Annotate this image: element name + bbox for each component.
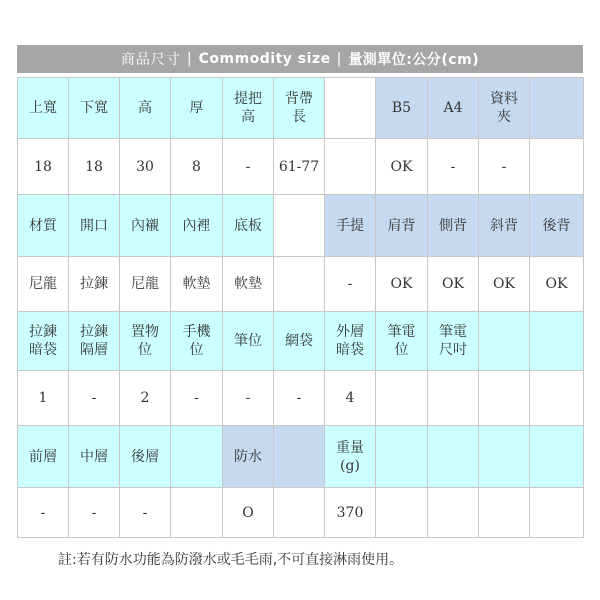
size-spec-table bbox=[17, 77, 584, 538]
cell-text: OK bbox=[545, 276, 568, 292]
table-cell bbox=[274, 371, 325, 426]
cell-text: - bbox=[296, 390, 302, 406]
cell-text: 18 bbox=[85, 158, 103, 175]
table-cell bbox=[223, 195, 274, 257]
cell-text: 置物 bbox=[131, 324, 159, 340]
cell-text: 拉鍊 bbox=[80, 276, 108, 292]
table-cell bbox=[69, 488, 120, 538]
table-cell bbox=[223, 312, 274, 371]
table-cell bbox=[171, 195, 223, 257]
table-cell bbox=[171, 78, 223, 139]
table-cell bbox=[325, 257, 376, 312]
table-cell bbox=[120, 139, 171, 195]
cell-text: - bbox=[40, 504, 46, 521]
table-cell bbox=[325, 139, 376, 195]
table-cell bbox=[530, 426, 584, 488]
cell-text: 肩背 bbox=[387, 217, 416, 234]
table-cell bbox=[428, 371, 479, 426]
cell-text: 位 bbox=[394, 342, 409, 358]
title-separator: | bbox=[186, 51, 193, 67]
table-cell bbox=[376, 488, 428, 538]
table-cell bbox=[223, 257, 274, 312]
cell-text: 長 bbox=[292, 109, 306, 125]
cell-text: - bbox=[450, 158, 456, 175]
cell-text: - bbox=[347, 276, 353, 292]
cell-text: A4 bbox=[443, 100, 463, 116]
table-cell bbox=[274, 426, 325, 488]
cell-text: 拉鍊 bbox=[29, 324, 57, 340]
table-cell bbox=[69, 139, 120, 195]
table-cell bbox=[530, 312, 584, 371]
table-cell bbox=[530, 139, 584, 195]
table-cell bbox=[18, 195, 69, 257]
cell-text: 61-77 bbox=[278, 158, 320, 175]
table-cell bbox=[120, 195, 171, 257]
title-chinese: 商品尺寸 bbox=[120, 52, 181, 68]
table-cell bbox=[171, 371, 223, 426]
table-cell bbox=[223, 426, 274, 488]
table-cell bbox=[530, 371, 584, 426]
table-row bbox=[18, 371, 584, 426]
table-cell bbox=[18, 78, 69, 139]
cell-text: 高 bbox=[138, 100, 152, 116]
cell-text: B5 bbox=[391, 100, 412, 116]
cell-text: - bbox=[245, 390, 251, 406]
cell-text: 上寬 bbox=[29, 100, 57, 116]
table-cell bbox=[428, 78, 479, 139]
cell-text: 高 bbox=[241, 109, 255, 125]
cell-text: 軟墊 bbox=[234, 276, 262, 292]
table-row bbox=[18, 78, 584, 139]
cell-text: 位 bbox=[138, 342, 152, 358]
table-cell bbox=[530, 488, 584, 538]
table-cell bbox=[223, 371, 274, 426]
cell-text: 尺吋 bbox=[439, 342, 467, 358]
cell-text: 後層 bbox=[131, 448, 159, 465]
table-cell bbox=[325, 312, 376, 371]
table-row bbox=[18, 312, 584, 371]
table-cell bbox=[69, 312, 120, 371]
table-cell bbox=[428, 312, 479, 371]
table-cell bbox=[479, 139, 530, 195]
cell-text: 網袋 bbox=[285, 333, 313, 349]
cell-text: 下寬 bbox=[80, 100, 108, 116]
cell-text: 4 bbox=[345, 390, 355, 406]
table-cell bbox=[325, 78, 376, 139]
table-cell bbox=[223, 139, 274, 195]
table-cell bbox=[274, 78, 325, 139]
table-cell bbox=[223, 78, 274, 139]
cell-text: 材質 bbox=[29, 217, 57, 234]
cell-text: - bbox=[501, 158, 507, 175]
table-cell bbox=[18, 257, 69, 312]
table-cell bbox=[120, 488, 171, 538]
cell-text: 隔層 bbox=[80, 342, 108, 358]
cell-text: OK bbox=[493, 276, 515, 292]
cell-text: 厚 bbox=[189, 100, 204, 116]
table-cell bbox=[428, 139, 479, 195]
table-cell bbox=[18, 371, 69, 426]
table-cell bbox=[376, 78, 428, 139]
cell-text: - bbox=[91, 390, 97, 406]
title-english: Commodity size bbox=[198, 51, 331, 67]
table-cell bbox=[376, 426, 428, 488]
cell-text: 軟墊 bbox=[182, 276, 211, 292]
cell-text: OK bbox=[442, 276, 464, 292]
table-cell bbox=[120, 257, 171, 312]
cell-text: 前層 bbox=[29, 448, 57, 465]
cell-text: 資料 bbox=[490, 91, 518, 107]
table-cell bbox=[18, 426, 69, 488]
table-cell bbox=[376, 371, 428, 426]
table-cell bbox=[120, 312, 171, 371]
table-cell bbox=[376, 195, 428, 257]
cell-text: 中層 bbox=[80, 448, 108, 465]
cell-text: 內裡 bbox=[182, 217, 211, 234]
table-cell bbox=[18, 139, 69, 195]
table-cell bbox=[274, 257, 325, 312]
table-cell bbox=[171, 312, 223, 371]
footnote: 註:若有防水功能為防潑水或毛毛雨,不可直接淋雨使用。 bbox=[58, 552, 404, 568]
cell-text: 尼龍 bbox=[131, 276, 159, 292]
size-table-title bbox=[17, 45, 583, 73]
title-unit: 量測單位:公分(cm) bbox=[348, 52, 480, 68]
table-cell bbox=[274, 488, 325, 538]
table-cell bbox=[428, 257, 479, 312]
table-cell bbox=[428, 426, 479, 488]
cell-text: (g) bbox=[340, 457, 360, 474]
cell-text: 斜背 bbox=[490, 217, 518, 234]
table-cell bbox=[530, 257, 584, 312]
table-cell bbox=[325, 426, 376, 488]
cell-text: 拉鍊 bbox=[80, 324, 108, 340]
table-cell bbox=[530, 78, 584, 139]
table-cell bbox=[479, 312, 530, 371]
cell-text: 手提 bbox=[336, 217, 364, 234]
table-row bbox=[18, 139, 584, 195]
cell-text: 2 bbox=[140, 390, 150, 406]
table-cell bbox=[120, 371, 171, 426]
table-cell bbox=[18, 488, 69, 538]
cell-text: - bbox=[142, 504, 148, 521]
table-cell bbox=[69, 195, 120, 257]
table-row bbox=[18, 488, 584, 538]
table-cell bbox=[274, 139, 325, 195]
table-cell bbox=[530, 195, 584, 257]
cell-text: 底板 bbox=[234, 217, 262, 234]
table-cell bbox=[274, 195, 325, 257]
table-cell bbox=[479, 488, 530, 538]
table-cell bbox=[479, 426, 530, 488]
table-cell bbox=[479, 371, 530, 426]
table-cell bbox=[376, 312, 428, 371]
cell-text: 18 bbox=[34, 158, 52, 175]
cell-text: 手機 bbox=[182, 324, 211, 340]
table-cell bbox=[325, 195, 376, 257]
table-cell bbox=[69, 371, 120, 426]
cell-text: 夾 bbox=[497, 109, 511, 125]
cell-text: 後背 bbox=[542, 217, 571, 234]
cell-text: 開口 bbox=[80, 217, 108, 234]
cell-text: 1 bbox=[38, 390, 48, 406]
table-cell bbox=[171, 257, 223, 312]
table-cell bbox=[479, 78, 530, 139]
table-cell bbox=[69, 426, 120, 488]
cell-text: 尼龍 bbox=[29, 276, 57, 292]
table-cell bbox=[428, 488, 479, 538]
table-cell bbox=[479, 257, 530, 312]
table-cell bbox=[325, 488, 376, 538]
table-cell bbox=[171, 488, 223, 538]
table-cell bbox=[376, 257, 428, 312]
table-cell bbox=[120, 426, 171, 488]
table-cell bbox=[274, 312, 325, 371]
cell-text: 外層 bbox=[336, 324, 364, 340]
cell-text: 370 bbox=[336, 504, 364, 521]
cell-text: 筆電 bbox=[439, 324, 467, 340]
table-cell bbox=[120, 78, 171, 139]
cell-text: OK bbox=[390, 158, 413, 175]
cell-text: 8 bbox=[192, 158, 201, 175]
cell-text: 背帶 bbox=[285, 91, 313, 107]
table-cell bbox=[69, 257, 120, 312]
cell-text: O bbox=[242, 504, 254, 521]
cell-text: 筆位 bbox=[234, 333, 262, 349]
table-cell bbox=[171, 426, 223, 488]
table-cell bbox=[325, 371, 376, 426]
table-cell bbox=[69, 78, 120, 139]
table-cell bbox=[18, 312, 69, 371]
table-cell bbox=[223, 488, 274, 538]
table-cell bbox=[376, 139, 428, 195]
cell-text: 位 bbox=[189, 342, 204, 358]
cell-text: - bbox=[245, 158, 251, 175]
cell-text: OK bbox=[390, 276, 413, 292]
cell-text: - bbox=[194, 390, 199, 406]
cell-text: 提把 bbox=[234, 91, 262, 107]
table-row bbox=[18, 195, 584, 257]
cell-text: 側背 bbox=[439, 217, 467, 234]
cell-text: 筆電 bbox=[387, 324, 416, 340]
table-cell bbox=[428, 195, 479, 257]
cell-text: - bbox=[91, 504, 97, 521]
cell-text: 防水 bbox=[234, 448, 262, 465]
table-row bbox=[18, 257, 584, 312]
cell-text: 暗袋 bbox=[336, 342, 364, 358]
table-cell bbox=[479, 195, 530, 257]
table-row bbox=[18, 426, 584, 488]
table-cell bbox=[171, 139, 223, 195]
cell-text: 暗袋 bbox=[29, 342, 57, 358]
cell-text: 重量 bbox=[336, 439, 364, 456]
title-separator-2: | bbox=[336, 51, 343, 67]
cell-text: 內襯 bbox=[131, 217, 159, 234]
cell-text: 30 bbox=[136, 158, 154, 175]
